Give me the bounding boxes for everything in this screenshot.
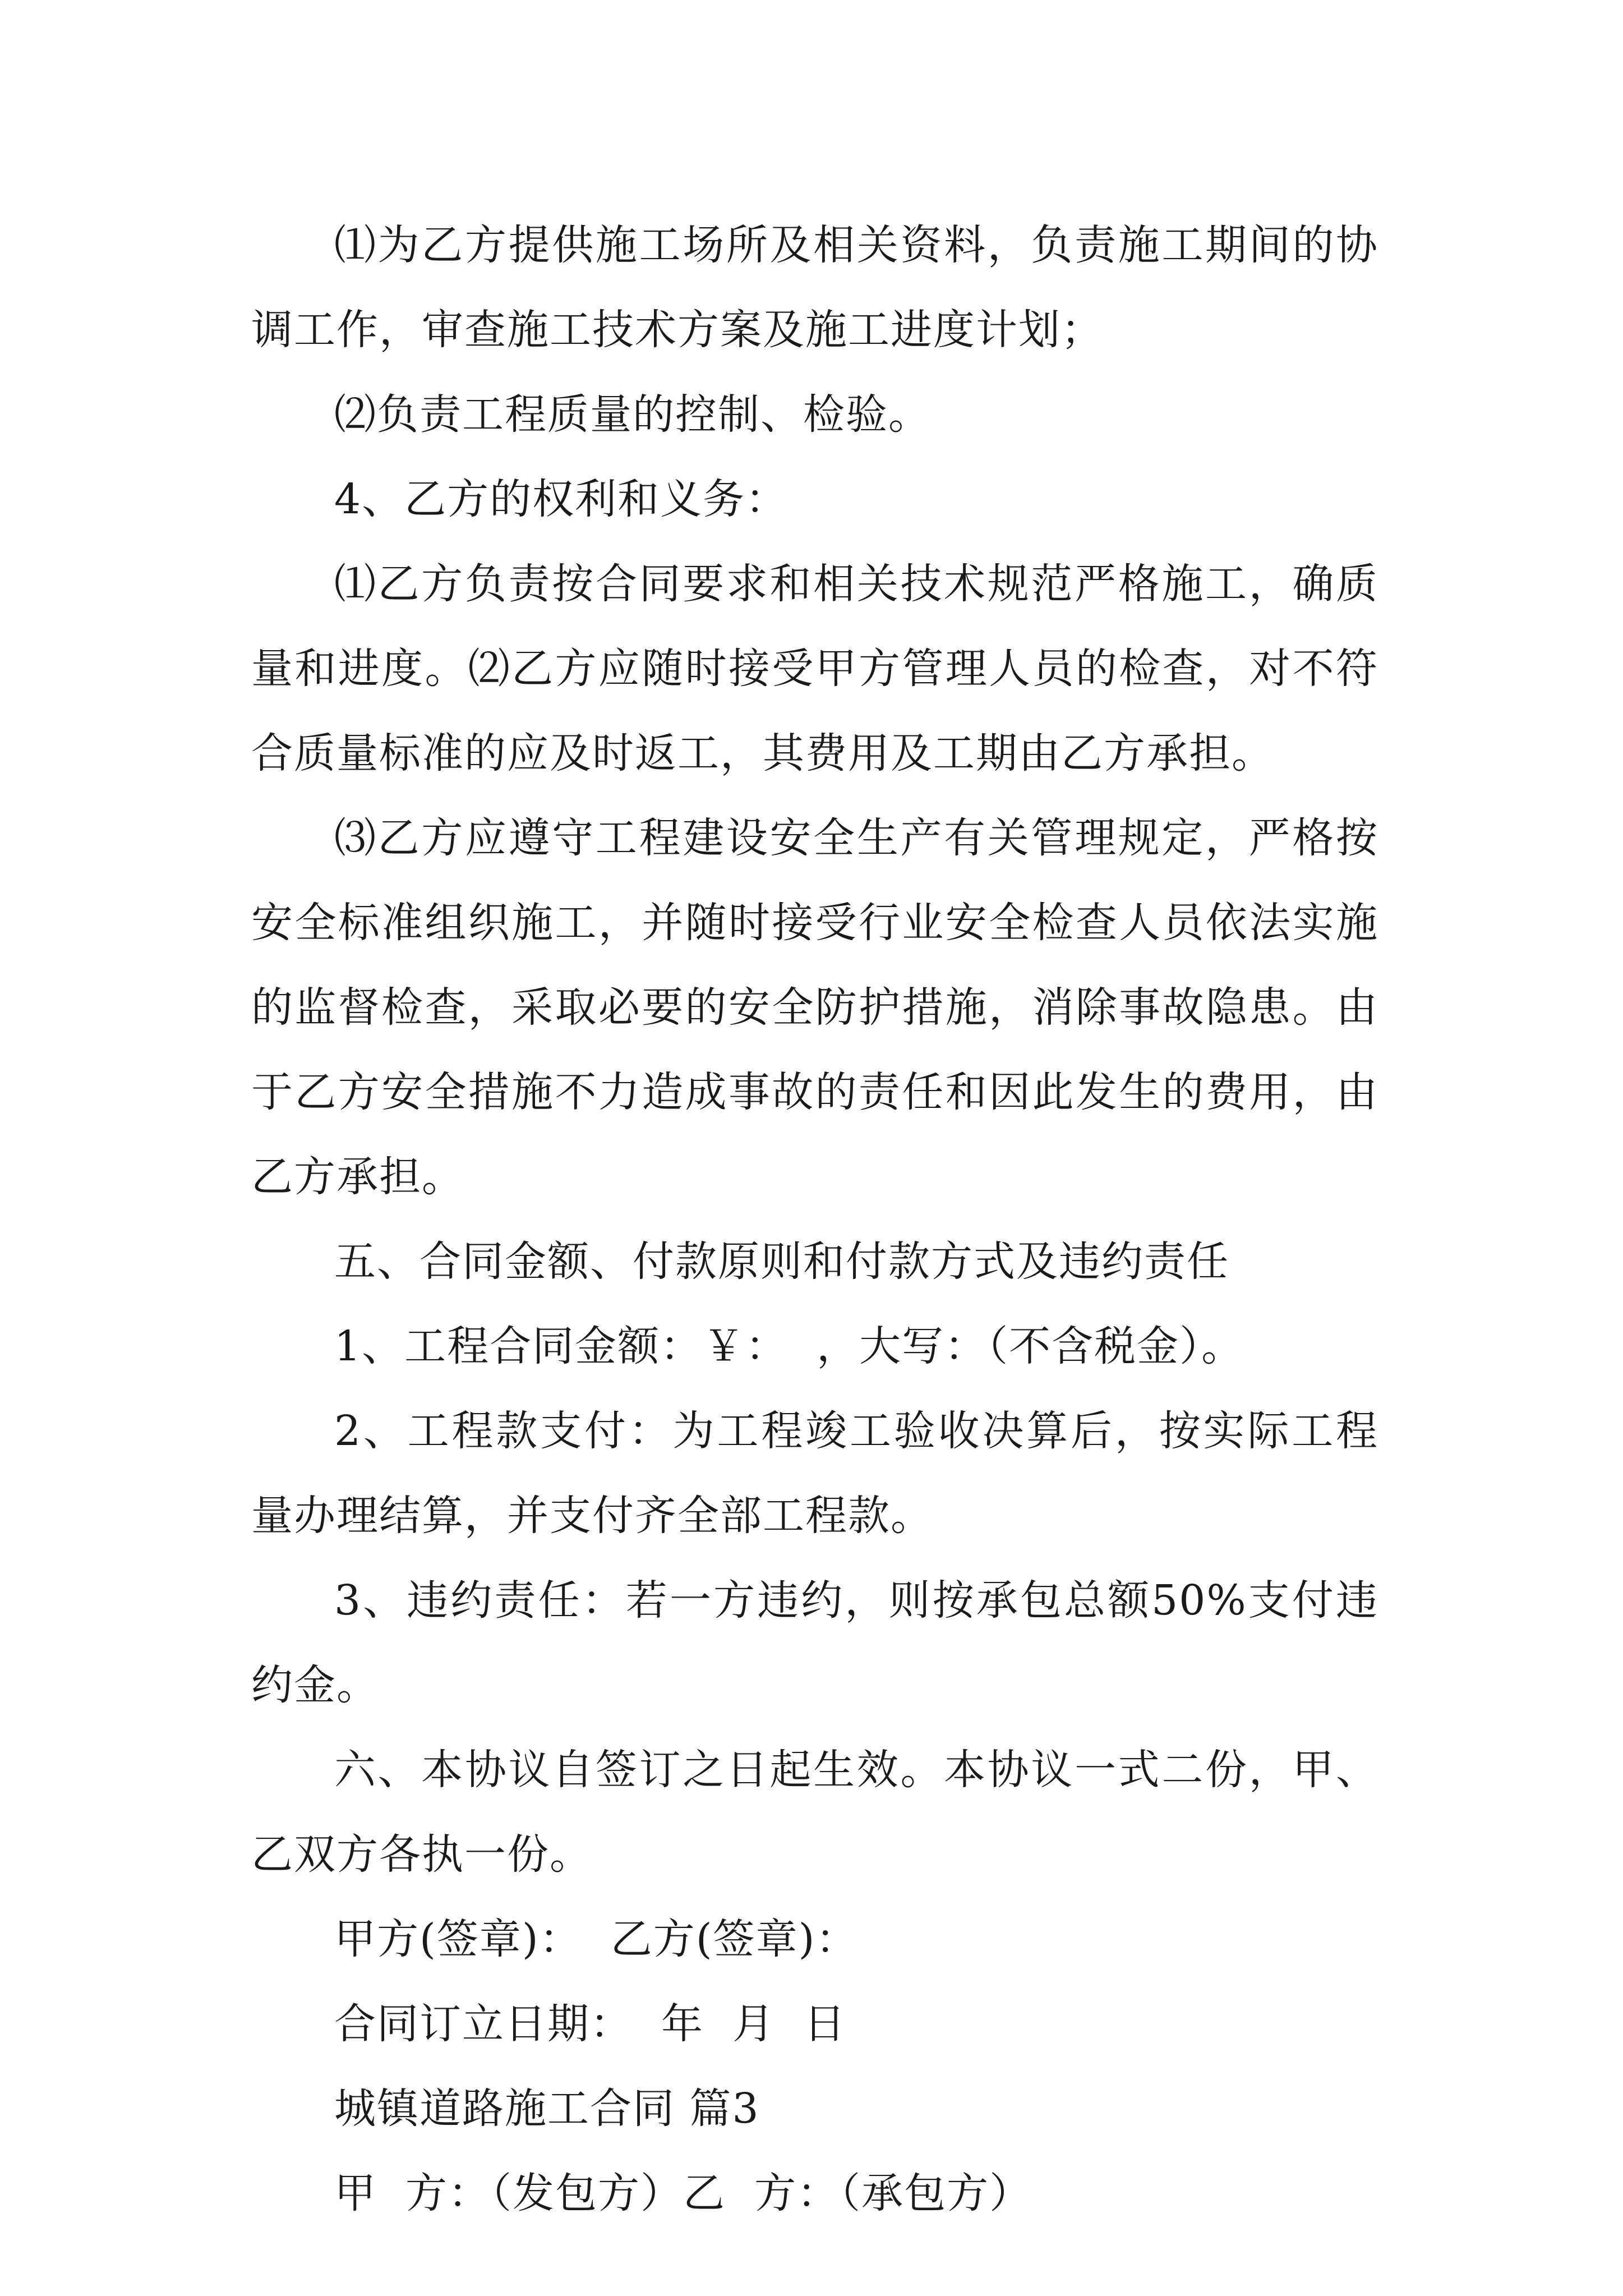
contract-date-line: 合同订立日期： 年 月 日 bbox=[334, 2000, 847, 2048]
signature-line: 甲方(签章)： 乙方(签章)： bbox=[334, 1915, 859, 1963]
clause-contract-amount: 1、工程合同金额：￥： ，大写：（不含税金）。 bbox=[334, 1322, 1244, 1370]
clause-party-a-duty-1: ⑴为乙方提供施工场所及相关资料，负责施工期间的协调工作，审查施工技术方案及施工进度计划； bbox=[251, 221, 1378, 354]
contract-body bbox=[251, 203, 1378, 2236]
parties-line: 甲 方：（发包方）乙 方：（承包方） bbox=[334, 2169, 1032, 2217]
clause-liability: 3、违约责任：若一方违约，则按承包总额50%支付违约金。 bbox=[251, 1576, 1378, 1709]
clause-party-b-duty-1-2: ⑴乙方负责按合同要求和相关技术规范严格施工，确质量和进度。⑵乙方应随时接受甲方管理人员的检查，对不符合质量标准的应及时返工，其费用及工期由乙方承担。 bbox=[251, 560, 1378, 777]
clause-payment: 2、工程款支付：为工程竣工验收决算后，按实际工程量办理结算，并支付齐全部工程款。 bbox=[251, 1407, 1378, 1540]
section-heading-payment: 五、合同金额、付款原则和付款方式及违约责任 bbox=[334, 1237, 1229, 1286]
heading-party-b-rights: 4、乙方的权利和义务： bbox=[334, 475, 789, 523]
clause-party-b-duty-3: ⑶乙方应遵守工程建设安全生产有关管理规定，严格按安全标准组织施工，并随时接受行业安全检查人员依法实施的监督检查，采取必要的安全防护措施，消除事故隐患。由于乙方安全措施不力造成事故的责任和因此发生的费用，由乙方承担。 bbox=[251, 814, 1378, 1201]
next-contract-title: 城镇道路施工合同 篇3 bbox=[334, 2085, 760, 2133]
clause-effective: 六、本协议自签订之日起生效。本协议一式二份，甲、乙双方各执一份。 bbox=[251, 1746, 1378, 1879]
clause-party-a-duty-2: ⑵负责工程质量的控制、检验。 bbox=[334, 390, 931, 439]
